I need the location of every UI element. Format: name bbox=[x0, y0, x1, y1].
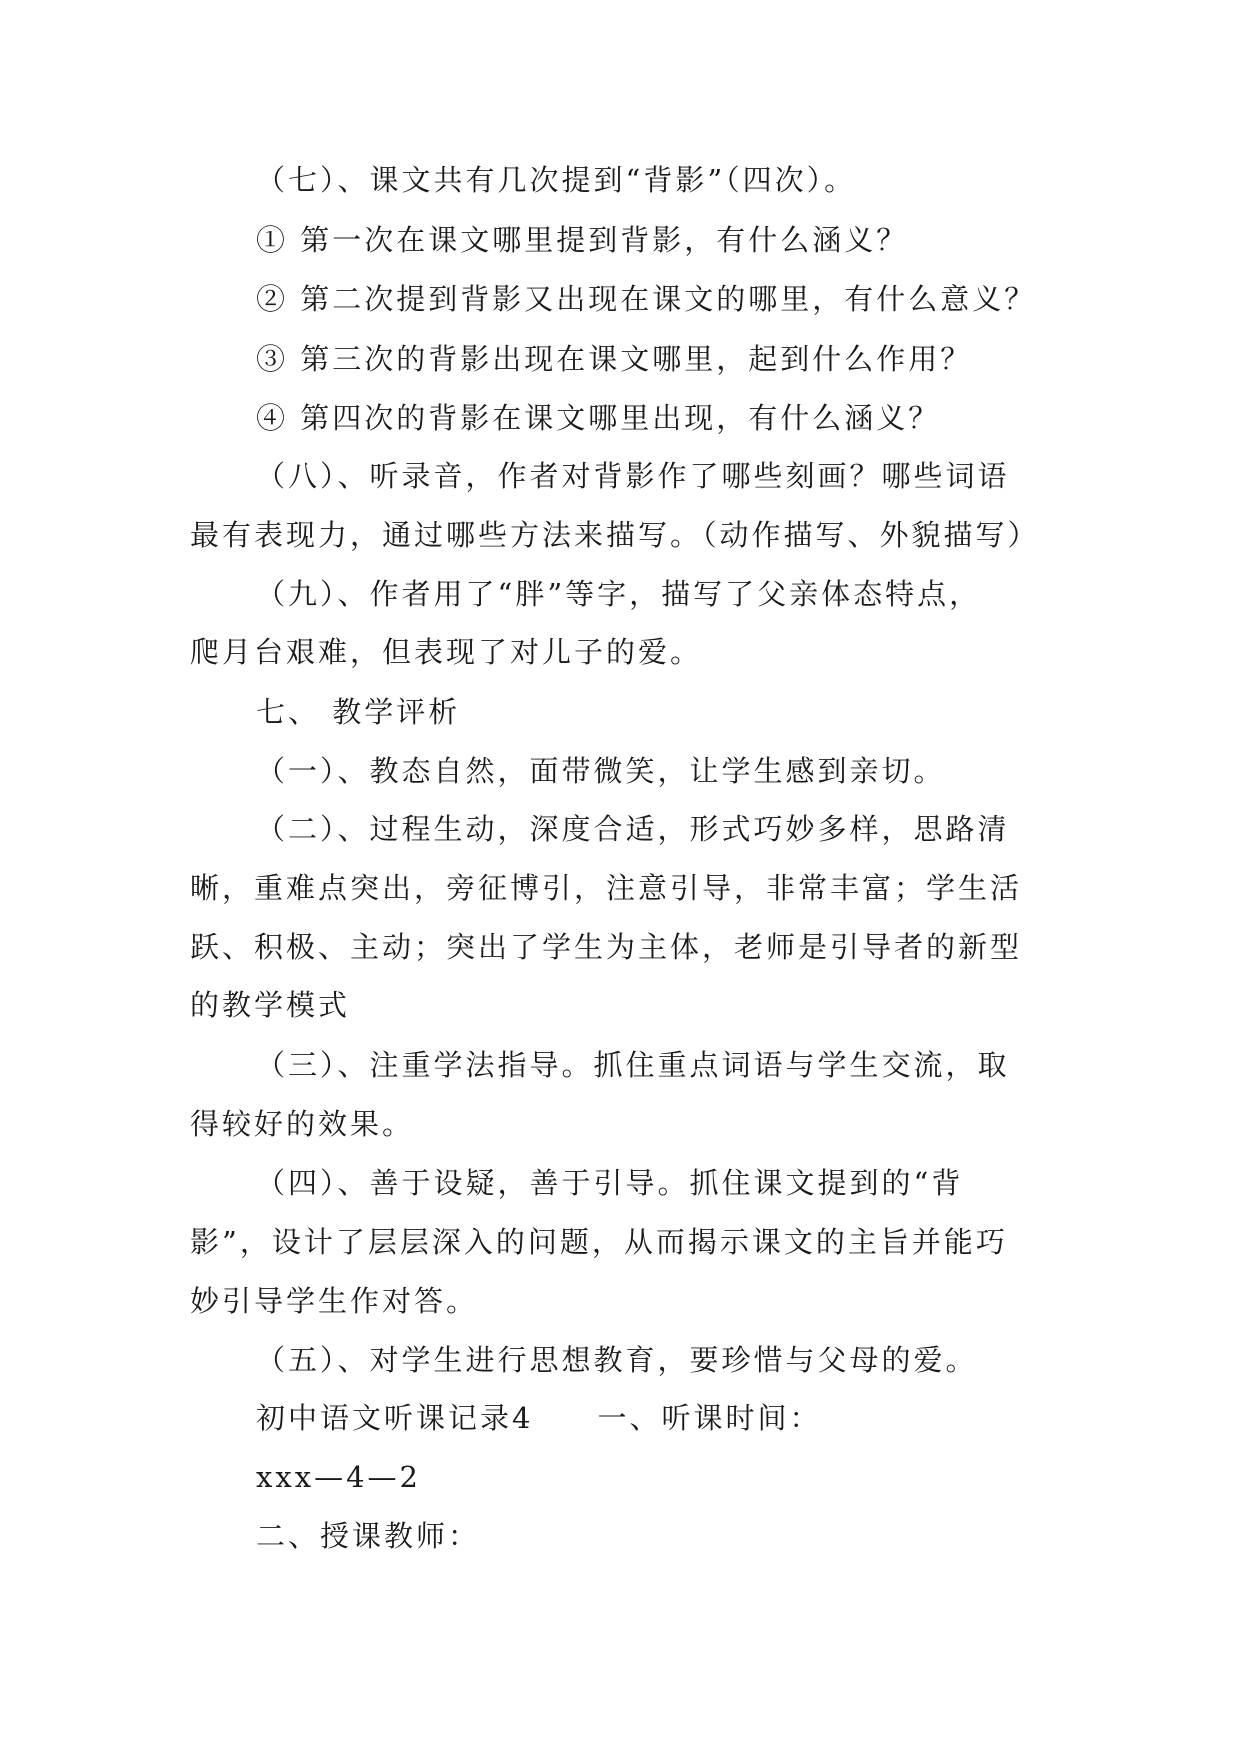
section-9-line-2: 爬月台艰难，但表现了对儿子的爱。 bbox=[190, 635, 703, 669]
section-7-heading: （七）、课文共有几次提到“背影”（四次）。 bbox=[256, 163, 857, 197]
analysis-2-line-1: （二）、过程生动，深度合适，形式巧妙多样，思路清 bbox=[256, 812, 1010, 846]
record-date: xxx—4—2 bbox=[256, 1460, 421, 1494]
section-8-line-2: 最有表现力，通过哪些方法来描写。（动作描写、外貌描写） bbox=[190, 518, 1040, 552]
analysis-2-line-3: 跃、积极、主动；突出了学生为主体，老师是引导者的新型 bbox=[190, 930, 1023, 964]
analysis-2-line-2: 晰，重难点突出，旁征博引，注意引导，非常丰富；学生活 bbox=[190, 871, 1023, 905]
analysis-4-line-2: 影”，设计了层层深入的问题，从而揭示课文的主旨并能巧 bbox=[190, 1225, 1008, 1259]
analysis-3-line-1: （三）、注重学法指导。抓住重点词语与学生交流，取 bbox=[256, 1048, 1010, 1082]
analysis-4-line-1: （四）、善于设疑，善于引导。抓住课文提到的“背 bbox=[256, 1166, 964, 1200]
teacher-label: 二、授课教师： bbox=[256, 1519, 481, 1553]
question-4: ④ 第四次的背影在课文哪里出现，有什么涵义？ bbox=[256, 401, 941, 435]
question-1: ① 第一次在课文哪里提到背影，有什么涵义？ bbox=[256, 223, 909, 257]
analysis-4-line-3: 妙引导学生作对答。 bbox=[190, 1284, 479, 1318]
analysis-3-line-2: 得较好的效果。 bbox=[190, 1107, 415, 1141]
heading-teaching-analysis: 七、 教学评析 bbox=[256, 695, 461, 729]
section-9-line-1: （九）、作者用了“胖”等字，描写了父亲体态特点， bbox=[256, 577, 982, 611]
analysis-5: （五）、对学生进行思想教育，要珍惜与父母的爱。 bbox=[256, 1343, 978, 1377]
record-4-title: 初中语文听课记录4 一、听课时间： bbox=[256, 1401, 822, 1435]
question-2: ② 第二次提到背影又出现在课文的哪里，有什么意义？ bbox=[256, 282, 1037, 316]
analysis-1: （一）、教态自然，面带微笑，让学生感到亲切。 bbox=[256, 754, 946, 788]
question-3: ③ 第三次的背影出现在课文哪里，起到什么作用？ bbox=[256, 342, 973, 376]
section-8-line-1: （八）、听录音，作者对背影作了哪些刻画？哪些词语 bbox=[256, 459, 1010, 493]
analysis-2-line-4: 的教学模式 bbox=[190, 988, 351, 1022]
